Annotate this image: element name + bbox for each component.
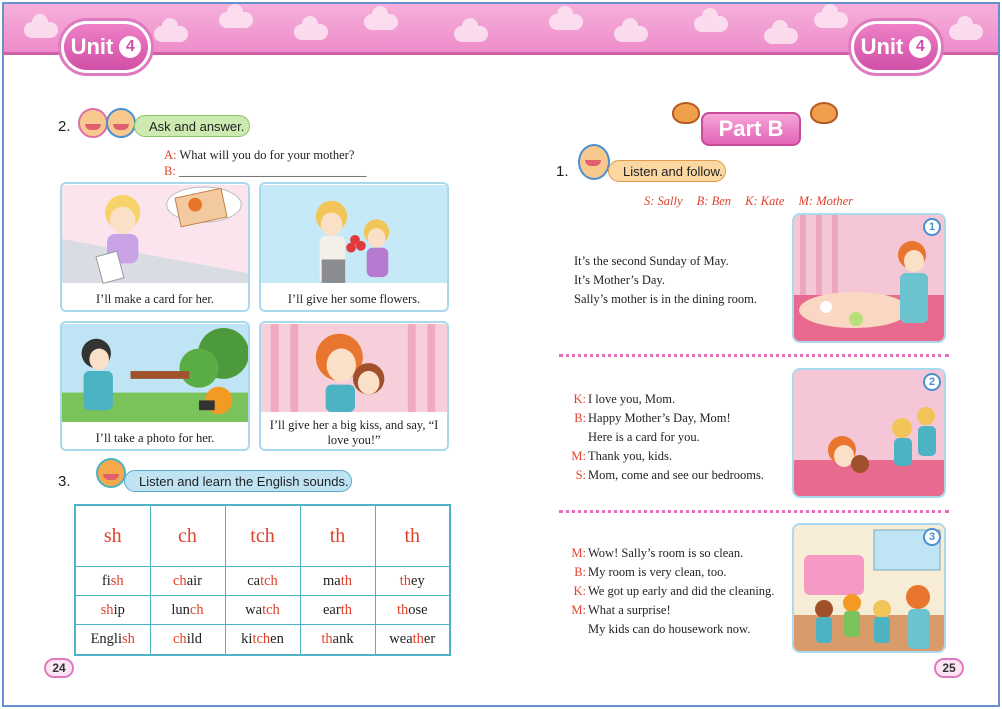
scene-1-illustration bbox=[792, 213, 946, 343]
speaker-key-item: B: Ben bbox=[696, 194, 732, 208]
panel-caption: I’ll make a card for her. bbox=[96, 291, 214, 306]
sound-word bbox=[225, 567, 300, 596]
section-3-number: 3. bbox=[58, 473, 71, 490]
speaker-key-item: K: Kate bbox=[745, 194, 785, 208]
unit-badge-left bbox=[58, 18, 154, 76]
speaker-a: A: bbox=[164, 148, 177, 162]
sound-highlight: ch bbox=[189, 601, 204, 618]
line-text: It’s Mother’s Day. bbox=[574, 273, 665, 287]
unit-word: Unit bbox=[860, 34, 904, 59]
dialogue-line bbox=[574, 252, 757, 271]
line-text: What a surprise! bbox=[588, 603, 671, 617]
sound-highlight: sh bbox=[110, 572, 124, 589]
sound-highlight: sh bbox=[122, 631, 135, 648]
section-1-number: 1. bbox=[556, 163, 569, 180]
sounds-header-row bbox=[75, 505, 450, 567]
scene-1-dialogue bbox=[574, 252, 757, 309]
photo-illustration bbox=[62, 323, 248, 423]
dialogue-line bbox=[570, 466, 764, 485]
word-part: lun bbox=[171, 601, 190, 618]
sound-word bbox=[75, 567, 150, 596]
dialogue-prompt bbox=[164, 147, 366, 179]
panel-take-photo bbox=[60, 321, 250, 451]
speaker-label: M: bbox=[571, 546, 586, 560]
dialogue-line bbox=[570, 582, 774, 601]
line-text: Mom, come and see our bedrooms. bbox=[588, 468, 765, 482]
sound-word bbox=[225, 625, 300, 655]
sound-highlight: ch bbox=[173, 631, 187, 648]
dialogue-line bbox=[570, 563, 774, 582]
unit-badge-right bbox=[848, 18, 944, 76]
dotted-divider bbox=[559, 510, 949, 513]
unit-number: 4 bbox=[909, 36, 931, 58]
speaker-label: M: bbox=[571, 449, 586, 463]
dialogue-line bbox=[574, 290, 757, 309]
section-2-title: Ask and answer. bbox=[134, 115, 250, 137]
sound-word bbox=[225, 596, 300, 625]
girl-headphones-icon bbox=[578, 144, 610, 180]
scene-2-illustration bbox=[792, 368, 946, 498]
speaker-label: K: bbox=[573, 392, 586, 406]
answer-blank: ______________________________ bbox=[178, 164, 367, 178]
word-part: ip bbox=[113, 601, 125, 618]
sound-header: ch bbox=[150, 505, 225, 567]
sound-word bbox=[300, 567, 375, 596]
sound-word bbox=[150, 567, 225, 596]
scene-2-dialogue bbox=[570, 390, 764, 485]
line-text: Here is a card for you. bbox=[588, 430, 700, 444]
sound-highlight: tch bbox=[252, 631, 271, 648]
sound-header: th bbox=[375, 505, 450, 567]
line-text: We got up early and did the cleaning. bbox=[588, 584, 775, 598]
word-part: ank bbox=[332, 631, 354, 648]
speaker-label: B: bbox=[574, 411, 586, 425]
speaker-key-item: M: Mother bbox=[798, 194, 854, 208]
line-text: Happy Mother’s Day, Mom! bbox=[588, 411, 731, 425]
word-part: er bbox=[423, 631, 436, 648]
part-b-title: Part B bbox=[701, 112, 801, 146]
panel-caption: I’ll give her a big kiss, and say, “I love you!” bbox=[269, 418, 439, 447]
unit-word: Unit bbox=[70, 34, 114, 59]
unit-number: 4 bbox=[119, 36, 141, 58]
panel-make-card bbox=[60, 182, 250, 312]
scene-number-badge: 1 bbox=[923, 218, 941, 236]
sound-highlight: th bbox=[396, 601, 409, 618]
line-text: Thank you, kids. bbox=[588, 449, 673, 463]
line-text: I love you, Mom. bbox=[588, 392, 676, 406]
dialogue-line bbox=[570, 544, 774, 563]
sound-word bbox=[375, 596, 450, 625]
sounds-table bbox=[74, 504, 451, 656]
word-part: fi bbox=[101, 572, 111, 589]
speaker-label: B: bbox=[574, 565, 586, 579]
page-number-left: 24 bbox=[44, 658, 74, 678]
girl-face-icon bbox=[78, 108, 108, 138]
question-text: What will you do for your mother? bbox=[179, 148, 355, 162]
bird-icon-left bbox=[672, 102, 700, 124]
panel-caption: I’ll take a photo for her. bbox=[95, 430, 215, 445]
sound-word bbox=[375, 625, 450, 655]
dialogue-line bbox=[570, 428, 764, 447]
panel-caption: I’ll give her some flowers. bbox=[287, 291, 421, 306]
sounds-row bbox=[75, 567, 450, 596]
speaker-key-item: S: Sally bbox=[644, 194, 683, 208]
dialogue-line bbox=[570, 390, 764, 409]
section-3-title: Listen and learn the English sounds. bbox=[124, 470, 352, 492]
sound-header: sh bbox=[75, 505, 150, 567]
scene-3-illustration bbox=[792, 523, 946, 653]
sound-word bbox=[300, 625, 375, 655]
scene-number-badge: 2 bbox=[923, 373, 941, 391]
line-text: My kids can do housework now. bbox=[588, 622, 751, 636]
sound-word bbox=[300, 596, 375, 625]
word-part: ear bbox=[323, 601, 341, 618]
dialogue-line bbox=[570, 409, 764, 428]
word-part: air bbox=[186, 572, 202, 589]
speaker-label: M: bbox=[571, 603, 586, 617]
line-text: Wow! Sally’s room is so clean. bbox=[588, 546, 744, 560]
panel-big-kiss bbox=[259, 321, 449, 451]
line-text: My room is very clean, too. bbox=[588, 565, 727, 579]
sound-highlight: th bbox=[412, 631, 424, 648]
sound-highlight: sh bbox=[100, 601, 114, 618]
word-part: ma bbox=[323, 572, 341, 589]
scene-number-badge: 3 bbox=[923, 528, 941, 546]
sound-header: th bbox=[300, 505, 375, 567]
speaker-label: K: bbox=[573, 584, 586, 598]
word-part: ca bbox=[247, 572, 261, 589]
dialogue-line bbox=[570, 601, 774, 620]
sound-word bbox=[75, 596, 150, 625]
sound-highlight: th bbox=[321, 631, 333, 648]
sound-word bbox=[150, 625, 225, 655]
speaker-label: S: bbox=[575, 468, 586, 482]
sound-highlight: tch bbox=[260, 572, 278, 589]
sound-highlight: ch bbox=[173, 572, 187, 589]
dialogue-line bbox=[570, 447, 764, 466]
word-part: ki bbox=[241, 631, 253, 648]
page-number-right: 25 bbox=[934, 658, 964, 678]
boy-headphones-icon bbox=[96, 458, 126, 488]
dialogue-line bbox=[574, 271, 757, 290]
sounds-row bbox=[75, 625, 450, 655]
word-part: Engli bbox=[90, 631, 122, 648]
card-making-illustration bbox=[62, 184, 248, 284]
flowers-illustration bbox=[261, 184, 447, 284]
dialogue-line bbox=[570, 620, 774, 639]
line-text: Sally’s mother is in the dining room. bbox=[574, 292, 757, 306]
word-part: wea bbox=[389, 631, 413, 648]
sound-highlight: th bbox=[399, 572, 412, 589]
bird-icon-right bbox=[810, 102, 838, 124]
speaker-key bbox=[644, 194, 864, 209]
speaker-b: B: bbox=[164, 164, 176, 178]
sounds-row bbox=[75, 596, 450, 625]
textbook-spread bbox=[2, 2, 1000, 707]
panel-give-flowers bbox=[259, 182, 449, 312]
dotted-divider bbox=[559, 354, 949, 357]
sound-word bbox=[375, 567, 450, 596]
section-1-title: Listen and follow. bbox=[608, 160, 726, 182]
sound-highlight: th bbox=[340, 572, 352, 589]
kiss-illustration bbox=[261, 323, 447, 413]
scene-3-dialogue bbox=[570, 544, 774, 639]
sound-highlight: th bbox=[340, 601, 352, 618]
sound-highlight: tch bbox=[262, 601, 280, 618]
word-part: wa bbox=[245, 601, 263, 618]
word-part: ey bbox=[411, 572, 425, 589]
word-part: ose bbox=[408, 601, 428, 618]
sound-header: tch bbox=[225, 505, 300, 567]
word-part: en bbox=[270, 631, 284, 648]
sound-word bbox=[75, 625, 150, 655]
section-2-number: 2. bbox=[58, 118, 71, 135]
boy-face-icon bbox=[106, 108, 136, 138]
word-part: ild bbox=[186, 631, 202, 648]
sound-word bbox=[150, 596, 225, 625]
line-text: It’s the second Sunday of May. bbox=[574, 254, 729, 268]
